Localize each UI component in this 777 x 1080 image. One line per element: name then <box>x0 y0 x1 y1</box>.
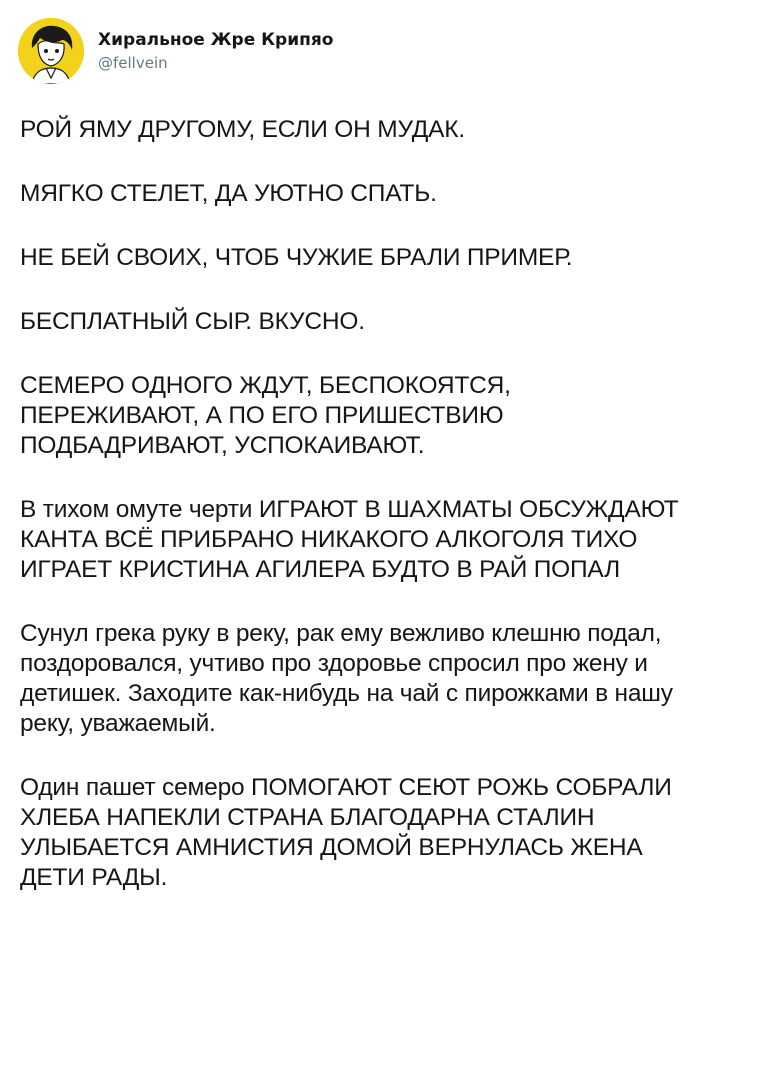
avatar[interactable] <box>18 18 84 84</box>
display-name[interactable]: Хиральное Жре Крипяо <box>98 30 334 50</box>
user-info <box>98 29 333 73</box>
tweet-paragraph: МЯГКО СТЕЛЕТ, ДА УЮТНО СПАТЬ. <box>20 180 437 207</box>
tweet-paragraph: Сунул грека руку в реку, рак ему вежливо клешню подал, поздоровался, учтиво про здоровье спросил про жену и детишек. Заходите как-нибудь на чай с пирожками в нашу реку, уважаемый. <box>20 620 673 737</box>
user-handle[interactable]: @fellvein <box>98 54 168 72</box>
tweet-header <box>18 18 333 84</box>
tweet-paragraph: БЕСПЛАТНЫЙ СЫР. ВКУСНО. <box>20 308 365 335</box>
tweet-paragraph: В тихом омуте черти ИГРАЮТ В ШАХМАТЫ ОБСУЖДАЮТ КАНТА ВСЁ ПРИБРАНО НИКАКОГО АЛКОГОЛЯ ТИХО ИГРАЕТ КРИСТИНА АГИЛЕРА БУДТО В РАЙ ПОПАЛ <box>20 496 679 583</box>
tweet-paragraph: СЕМЕРО ОДНОГО ЖДУТ, БЕСПОКОЯТСЯ, ПЕРЕЖИВАЮТ, А ПО ЕГО ПРИШЕСТВИЮ ПОДБАДРИВАЮТ, УСПОКАИВАЮТ. <box>20 372 511 459</box>
tweet-paragraph: Один пашет семеро ПОМОГАЮТ СЕЮТ РОЖЬ СОБРАЛИ ХЛЕБА НАПЕКЛИ СТРАНА БЛАГОДАРНА СТАЛИН УЛЫБАЕТСЯ АМНИСТИЯ ДОМОЙ ВЕРНУЛАСЬ ЖЕНА ДЕТИ РАДЫ. <box>20 774 672 891</box>
tweet-paragraph: НЕ БЕЙ СВОИХ, ЧТОБ ЧУЖИЕ БРАЛИ ПРИМЕР. <box>20 244 573 271</box>
tweet-paragraph: РОЙ ЯМУ ДРУГОМУ, ЕСЛИ ОН МУДАК. <box>20 116 465 143</box>
cartoon-portrait-icon <box>18 18 84 84</box>
tweet-text <box>20 115 770 927</box>
